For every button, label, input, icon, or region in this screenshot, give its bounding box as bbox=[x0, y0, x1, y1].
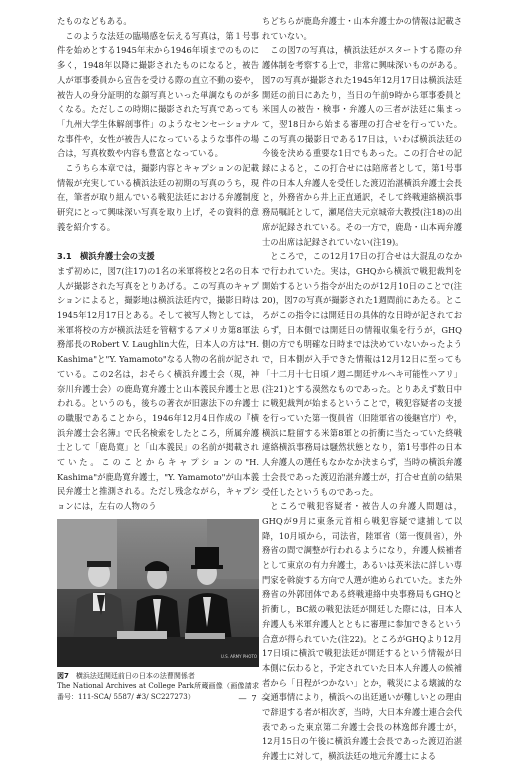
paragraph: こうちら本章では，撮影内容とキャプションの記載情報が充実している横浜法廷の初期の写真のうち，現在，筆者が取り組んでいる戦犯法廷における弁護制度研究にとって興味深い写真を取り上げ，その資料的意義を紹介する。 bbox=[57, 163, 259, 232]
figure-caption-title: 横浜法廷開廷前日の日本の法曹関係者 bbox=[68, 671, 195, 680]
paragraph: ちどちらが鹿島弁護士・山本弁護士かの情報は記載されていない。 bbox=[262, 16, 462, 41]
paragraph: ところで戦犯容疑者・被告人の弁護人問題は，GHQが9月に東条元首相ら戦犯容疑で逮捕して以降，10月頃から，司法省，陸軍省（第一復員省），外務省の間で調整が行われるようになり，弁護人候補者として東京の有力弁護士，あるいは英米法に詳しい専門家を斡旋する方向で人選が進められていた。また外務省の外郭団体である終戦連絡中央事務局もGHQと折衝し，BC級の戦犯法廷が開廷した際には，日本人弁護人も米軍弁護人とともに審理に参加できるという合意が得られていた(注22)。ところがGHQより12月17日頃に横浜で戦犯法廷が開廷するという情報が日本側に伝わると，予定されていた日本人弁護人の候補者から「日程がつかない」とか，戦災による壊滅的な交通事情により，横浜への出廷通いが難しいとの理由で辞退する者が相次ぎ，当時，大日本弁護士連合会代表であった東京第二弁護士会長の林逸郎弁護士が，12月15日の午後に横浜弁護士会長であった渡辺治湛弁護士に対して，横浜法廷の地元弁護士による bbox=[262, 501, 462, 762]
left-paragraphs-before bbox=[57, 14, 259, 235]
section-heading: 3.1 横浜弁護士会の支援 bbox=[57, 251, 155, 262]
right-paragraphs bbox=[262, 14, 462, 764]
paragraph: ところで，この12月17日の打合せは大混乱のなかで行われていた。実は，GHQから横浜で戦犯裁判を開始するという指令が出たのが12月10日のことで(注20)，図7の写真が撮影された1週間前にあたる。ところがこの指令には開廷日の具体的な日時が記されておらず，日本側では開廷日の情報収集を行うが，GHQ側の方でも明確な日時までは決めていないかったようで，日本側が入手できた情報は12月12日に至っても「十二月十七日頃ノ週ニ開廷サルヘキ可能性ハアリ」(注21)とする漠然なものであった。とりあえず数日中に戦犯裁判が始まるということで，戦犯容疑者の支援を行っていた第一復員省（旧陸軍省の後継官庁）や，横浜に駐留する米第8軍との折衝に当たっていた終戦連絡横浜事務局は騒然状態となり，第1号事件の日本人弁護人の選任もなかなか決まらず，当時の横浜弁護士会長であった渡辺治湛弁護士が，打合せ直前の結果受任したというものであった。 bbox=[262, 251, 462, 497]
paragraph: まず初めに，図7(注17)の1名の米軍将校と2名の日本人が撮影された写真をとりあげる。この写真のキャプションによると，撮影地は横浜法廷内で，撮影日時は1945年12月17日とある。そして被写人物としては，米軍将校の方が横浜法廷を管轄するアメリカ第8軍法務部長のRobert V. Laughlin大佐，日本人の方は"H. Kashima"と"Y. Yamamoto"なる人物の名前が記されている。この2名は，おそらく横浜弁護士会（現，神奈川弁護士会）の鹿島寛弁護士と山本義民弁護士と思われる。というのも，後ちの著衣が旧憲法下の弁護士の職服であることから，1946年12月4日作成の『横浜弁護士会名簿』で氏名検索をしたところ，所属弁護士として「鹿島寛」と「山本義民」の名前が掲載されていた。このことからキャプションの"H. Kashima"が鹿島寛弁護士，"Y. Yamamoto"が山本義民弁護士と推測される。ただし残念ながら，キャプションには，左右の人物のう bbox=[57, 265, 259, 512]
paragraph: たものなどもある。 bbox=[57, 16, 132, 26]
paragraph: このような法廷の臨場感を伝える写真は，第１号事件を始めとする1945年末から1946年頃までのものに多く，1948年以降に撮影されたものになると，被告人が軍事委員から宣告を受ける際の直立不動の姿や，被告人の身分証明的な顔写真といった単調なものが多くなる。ただしこの時期に撮影された写真であっても「九州大学生体解剖事件」のようなセンセーショナルな事件や，女性が被告人になっているような事件の場合は，写真枚数や内容も豊富となっている。 bbox=[57, 30, 259, 159]
photo-credit: U.S. ARMY PHOTO bbox=[220, 654, 257, 660]
right-column bbox=[262, 14, 462, 764]
left-paragraphs-after bbox=[57, 264, 259, 514]
page-number: — 7 — bbox=[238, 693, 271, 703]
paragraph: この図7の写真は，横浜法廷がスタートする際の弁護体制を考察する上で，非常に興味深いものがある。図7の写真が撮影された1945年12月17日は横浜法廷開廷の前日にあたり，当日の午前9時から軍事委員と米国人の被告・検事・弁護人の三者が法廷に集まって，翌18日から始まる審理の打合せを行っていた。この写真の撮影日である17日は，いわば横浜法廷の今後を決める重要な1日でもあった。この打合せの記録によると，この打合せには陪席者として，第1号事件の日本人弁護人を受任した渡辺治湛横浜弁護士会長と，外務省から井上正直通訳，そして終戦連絡横浜事務局嘱託として，瀬尾信夫元京城帝大教授(注18)の出席が記録されている。その一方で，鹿島・山本両弁護士の出席は記録されていない(注19)。 bbox=[262, 45, 462, 247]
figure-caption-source: The National Archives at College Park所蔵画像（画像請求番号：111-SCA/ 5587/ #3/ SC227273） bbox=[57, 682, 259, 701]
photo-illustration bbox=[57, 519, 259, 667]
figure-7-photo bbox=[57, 519, 259, 667]
figure-label: 図7 bbox=[57, 671, 69, 680]
left-column bbox=[57, 14, 259, 702]
spacer bbox=[57, 235, 259, 250]
